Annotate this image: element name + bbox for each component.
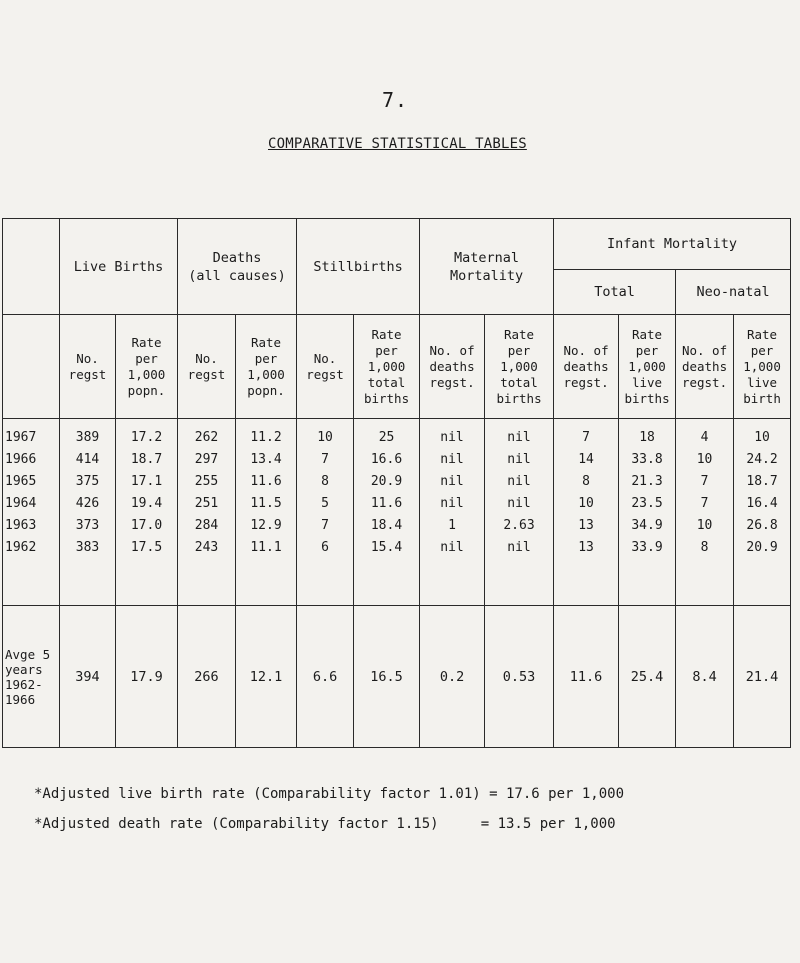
data-cell: 8: [700, 540, 709, 555]
column-header-line: regst: [306, 366, 344, 382]
average-cell: 266: [178, 606, 236, 748]
column-header-line: live: [631, 374, 663, 390]
data-column-values: [556, 419, 616, 559]
data-cell: nil: [440, 474, 464, 489]
data-column: [554, 419, 619, 606]
data-cell: 13: [578, 518, 594, 533]
data-cell: 16.6: [370, 452, 403, 467]
data-column-values: [180, 419, 233, 559]
comparative-statistics-table: [2, 218, 791, 748]
data-cell: 20.9: [746, 540, 778, 555]
column-header-line: 1,000: [628, 358, 666, 374]
column-header-line: Rate: [371, 326, 402, 342]
column-header: [554, 315, 619, 419]
data-cell: nil: [507, 452, 531, 467]
data-cell: 18.7: [130, 452, 163, 467]
data-cell: 18.7: [746, 474, 778, 489]
yearly-data-row: [3, 419, 791, 606]
data-column-values: [621, 419, 673, 559]
data-cell: 10: [696, 518, 713, 533]
data-column: [485, 419, 554, 606]
column-header-line: 1,000: [743, 358, 781, 374]
column-header-line: 1,000: [367, 358, 406, 374]
column-header-line: deaths: [429, 358, 475, 374]
data-cell: 25: [378, 430, 395, 445]
data-cell: 17.5: [130, 540, 163, 555]
data-cell: 375: [75, 474, 100, 489]
data-column: [297, 419, 354, 606]
data-cell: nil: [440, 430, 464, 445]
data-cell: 297: [194, 452, 219, 467]
column-header-line: births: [363, 390, 410, 406]
data-cell: 33.9: [631, 540, 663, 555]
data-cell: 10: [317, 430, 333, 445]
deaths-header: [178, 219, 297, 315]
data-cell: 4: [700, 430, 709, 445]
column-header-line: total: [500, 374, 538, 390]
data-column: [60, 419, 116, 606]
column-header-line: No. of: [429, 342, 475, 358]
average-cell: 0.2: [420, 606, 485, 748]
column-header-line: birth: [743, 390, 781, 406]
live-births-header: Live Births: [60, 219, 178, 315]
column-header: [676, 315, 734, 419]
data-cell: 6: [321, 540, 329, 555]
data-cell: 23.5: [631, 496, 663, 511]
data-cell: 11.1: [250, 540, 282, 555]
column-header: [236, 315, 297, 419]
data-cell: 21.3: [631, 474, 663, 489]
document-title: COMPARATIVE STATISTICAL TABLES: [268, 136, 527, 152]
data-cell: 255: [194, 474, 219, 489]
average-cell: 25.4: [619, 606, 676, 748]
year-label: 1963: [5, 518, 37, 533]
data-column-values: [238, 419, 294, 559]
data-cell: 13.4: [250, 452, 282, 467]
corner-cell: [3, 219, 60, 315]
data-cell: 251: [194, 496, 219, 511]
data-cell: 8: [582, 474, 590, 489]
data-column-values: [678, 419, 731, 559]
column-header-line: No. of: [563, 342, 609, 358]
data-cell: 18: [639, 430, 655, 445]
data-column-values: [118, 419, 175, 559]
column-header-line: Rate: [131, 334, 162, 350]
column-header-row: [3, 315, 791, 419]
column-header-line: No.: [195, 350, 218, 366]
column-header-line: Rate: [250, 334, 282, 350]
data-column: [734, 419, 791, 606]
data-cell: 10: [578, 496, 594, 511]
average-cell: 6.6: [297, 606, 354, 748]
data-cell: 17.0: [130, 518, 163, 533]
column-header: [60, 315, 116, 419]
data-cell: 414: [75, 452, 100, 467]
data-cell: 284: [194, 518, 219, 533]
data-cell: 243: [194, 540, 219, 555]
column-header-line: Rate: [746, 326, 778, 342]
data-cell: nil: [507, 430, 531, 445]
data-cell: nil: [507, 540, 531, 555]
column-header-line: No.: [313, 350, 337, 366]
column-header-line: per: [254, 350, 278, 366]
data-cell: 426: [75, 496, 100, 511]
data-column-values: [356, 419, 417, 559]
data-column-values: [487, 419, 551, 559]
data-cell: 1: [448, 518, 456, 533]
average-cell: 12.1: [236, 606, 297, 748]
data-cell: 389: [75, 430, 100, 445]
column-header-line: per: [375, 342, 398, 358]
column-header: [178, 315, 236, 419]
average-cell: 0.53: [485, 606, 554, 748]
column-header-line: regst.: [429, 374, 475, 390]
data-cell: 11.6: [250, 474, 282, 489]
year-label: 1966: [5, 452, 37, 467]
column-header: [734, 315, 791, 419]
data-column: [619, 419, 676, 606]
footnote-adjusted-death-rate: *Adjusted death rate (Comparability factor 1.15) = 13.5 per 1,000: [34, 816, 616, 832]
column-header: [485, 315, 554, 419]
data-cell: 34.9: [631, 518, 663, 533]
data-cell: 383: [75, 540, 100, 555]
column-header-blank: [3, 315, 60, 419]
year-label: 1965: [5, 474, 37, 489]
column-header-line: Rate: [631, 326, 663, 342]
average-label-line: 1966: [5, 691, 36, 707]
data-cell: 33.8: [631, 452, 663, 467]
data-cell: 17.2: [130, 430, 163, 445]
column-header-line: births: [624, 390, 670, 406]
maternal-header-line2: Mortality: [449, 267, 524, 284]
column-header-line: 1,000: [500, 358, 538, 374]
data-cell: 19.4: [130, 496, 163, 511]
data-cell: 10: [696, 452, 713, 467]
column-header-line: regst.: [563, 374, 609, 390]
column-header-line: popn.: [247, 382, 285, 398]
average-label-lines: [5, 647, 57, 707]
column-header-line: per: [507, 342, 531, 358]
maternal-mortality-header: [420, 219, 554, 315]
year-label: 1962: [5, 540, 37, 555]
average-label: [3, 606, 60, 748]
average-cell: 8.4: [676, 606, 734, 748]
data-cell: 5: [321, 496, 329, 511]
column-header-line: total: [367, 374, 406, 390]
data-cell: 7: [582, 430, 590, 445]
column-header-line: 1,000: [127, 366, 166, 382]
data-cell: nil: [440, 540, 464, 555]
infant-total-header: Total: [554, 270, 676, 315]
average-cell: 394: [60, 606, 116, 748]
infant-mortality-header: Infant Mortality: [554, 219, 791, 270]
average-label-line: Avge 5: [5, 646, 51, 662]
data-cell: nil: [507, 474, 531, 489]
data-cell: 8: [321, 474, 329, 489]
maternal-header-line1: Maternal: [454, 249, 520, 266]
data-cell: 13: [578, 540, 594, 555]
data-cell: 12.9: [250, 518, 282, 533]
data-cell: 20.9: [370, 474, 403, 489]
column-header-line: No.: [76, 350, 99, 366]
average-label-line: years: [5, 661, 43, 677]
data-column: [236, 419, 297, 606]
column-header: [619, 315, 676, 419]
footnote-adjusted-live-birth-rate: *Adjusted live birth rate (Comparability factor 1.01) = 17.6 per 1,000: [34, 786, 625, 802]
average-cell: 17.9: [116, 606, 178, 748]
column-header-line: births: [496, 390, 542, 406]
year-list: [5, 419, 57, 559]
average-cell: 11.6: [554, 606, 619, 748]
data-cell: 11.5: [250, 496, 282, 511]
column-header-line: per: [750, 342, 774, 358]
column-header: [297, 315, 354, 419]
year-label: 1964: [5, 496, 37, 511]
data-column: [420, 419, 485, 606]
stillbirths-header: Stillbirths: [297, 219, 420, 315]
year-column: [3, 419, 60, 606]
data-cell: 262: [194, 430, 219, 445]
data-cell: 17.1: [130, 474, 163, 489]
column-header-line: per: [635, 342, 659, 358]
column-header-line: regst: [68, 366, 107, 382]
data-cell: 373: [75, 518, 100, 533]
data-cell: 7: [321, 452, 329, 467]
deaths-header-line1: Deaths: [212, 249, 262, 266]
infant-neonatal-header: Neo-natal: [676, 270, 791, 315]
data-cell: nil: [507, 496, 531, 511]
data-column: [354, 419, 420, 606]
data-cell: 16.4: [746, 496, 778, 511]
data-cell: 14: [578, 452, 594, 467]
average-row: [3, 606, 791, 748]
data-cell: 18.4: [370, 518, 403, 533]
column-header-line: Rate: [503, 326, 535, 342]
data-column-values: [62, 419, 113, 559]
data-column-values: [736, 419, 788, 559]
average-cell: 16.5: [354, 606, 420, 748]
column-header-line: popn.: [127, 382, 166, 398]
column-header-line: deaths: [681, 358, 728, 374]
data-cell: 10: [754, 430, 770, 445]
average-label-line: 1962-: [5, 676, 43, 692]
data-cell: 7: [700, 474, 709, 489]
page-number: 7.: [382, 88, 409, 112]
data-cell: 26.8: [746, 518, 778, 533]
column-header: [420, 315, 485, 419]
group-header-row: [3, 219, 791, 270]
data-column-values: [299, 419, 351, 559]
column-header-line: regst: [187, 366, 226, 382]
data-cell: 24.2: [746, 452, 778, 467]
data-cell: 11.6: [370, 496, 403, 511]
average-cell: 21.4: [734, 606, 791, 748]
column-header-line: regst.: [681, 374, 728, 390]
data-cell: 15.4: [370, 540, 403, 555]
column-header-line: live: [746, 374, 778, 390]
column-header-line: per: [135, 350, 158, 366]
data-column: [116, 419, 178, 606]
data-cell: 7: [700, 496, 709, 511]
data-cell: 2.63: [503, 518, 535, 533]
data-cell: nil: [440, 452, 464, 467]
column-header-line: 1,000: [247, 366, 285, 382]
data-column: [676, 419, 734, 606]
data-cell: 11.2: [250, 430, 282, 445]
data-column-values: [422, 419, 482, 559]
column-header-line: deaths: [563, 358, 609, 374]
data-cell: nil: [440, 496, 464, 511]
year-label: 1967: [5, 430, 37, 445]
column-header: [116, 315, 178, 419]
data-cell: 7: [321, 518, 329, 533]
deaths-header-line2: (all causes): [188, 267, 286, 284]
column-header: [354, 315, 420, 419]
data-column: [178, 419, 236, 606]
column-header-line: No. of: [681, 342, 728, 358]
